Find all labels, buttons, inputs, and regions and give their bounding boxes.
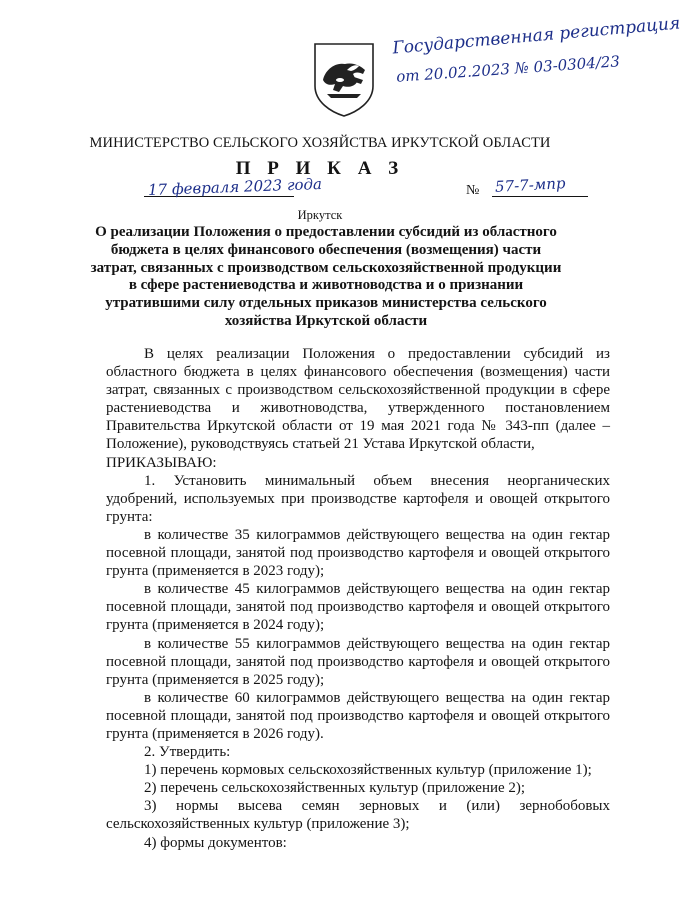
paragraph-appendix-2: 2) перечень сельскохозяйственных культур (приложение 2);: [144, 780, 526, 797]
number-line: [492, 196, 588, 197]
order-number: 57-7-мпр: [494, 174, 566, 196]
paragraph-2026: в количестве 60 килограммов действующего вещества на один гектар посевной площади, занятой под производство картофеля и овощей открытого грунта (применяется в 2026 году).: [106, 689, 610, 742]
paragraph-2024: в количестве 45 килограммов действующего вещества на один гектар посевной площади, занятой под производство картофеля и овощей открытого грунта (применяется в 2024 году);: [106, 581, 610, 634]
order-subject: О реализации Положения о предоставлении субсидий из областного бюджета в целях финансового обеспечения (возмещения) части затрат, связанных с производством сельскохозяйственной продукции в сфере растениеводства и животноводства и о признании утратившими силу отдельных приказов министерства сельского хозяйства Иркутской области: [90, 224, 562, 329]
coat-of-arms-icon: [305, 40, 383, 118]
registration-note: Государственная регистрация: [391, 13, 681, 59]
paragraph-appendix-1: 1) перечень кормовых сельскохозяйственных культур (приложение 1);: [144, 762, 592, 779]
document-title: П Р И К А З: [235, 158, 405, 179]
paragraph-preamble: В целях реализации Положения о предоставлении субсидий из областного бюджета в целях финансового обеспечения (возмещения) части затрат, связанных с производством сельскохозяйственной продукции в сфере растениеводства и животноводства, утвержденного постановлением Правительства Иркутской области от 19 мая 2021 года № 343-пп (далее – Положение), руководствуясь статьей 21 Устава Иркутской области,: [106, 346, 610, 453]
paragraph-order-word: ПРИКАЗЫВАЮ:: [106, 454, 217, 471]
registration-number: от 20.02.2023 № 03-0304/23: [395, 52, 621, 86]
order-body: [106, 345, 610, 852]
paragraph-appendix-3: 3) нормы высева семян зерновых и (или) зернобобовых сельскохозяйственных культур (приложение 3);: [106, 798, 610, 833]
paragraph-item-1: 1. Установить минимальный объем внесения неорганических удобрений, используемых при производстве картофеля и овощей открытого грунта:: [106, 472, 610, 525]
paragraph-2025: в количестве 55 килограммов действующего вещества на один гектар посевной площади, занятой под производство картофеля и овощей открытого грунта (применяется в 2025 году);: [106, 635, 610, 688]
paragraph-2023: в количестве 35 килограммов действующего вещества на один гектар посевной площади, занятой под производство картофеля и овощей открытого грунта (применяется в 2023 году);: [106, 526, 610, 580]
paragraph-item-2: 2. Утвердить:: [144, 744, 231, 761]
order-date: 17 февраля 2023 года: [147, 174, 323, 200]
paragraph-forms: 4) формы документов:: [144, 834, 287, 851]
number-label: №: [466, 183, 480, 198]
ministry-name: МИНИСТЕРСТВО СЕЛЬСКОГО ХОЗЯЙСТВА ИРКУТСКОЙ ОБЛАСТИ: [89, 135, 551, 151]
city-name: Иркутск: [297, 208, 343, 222]
